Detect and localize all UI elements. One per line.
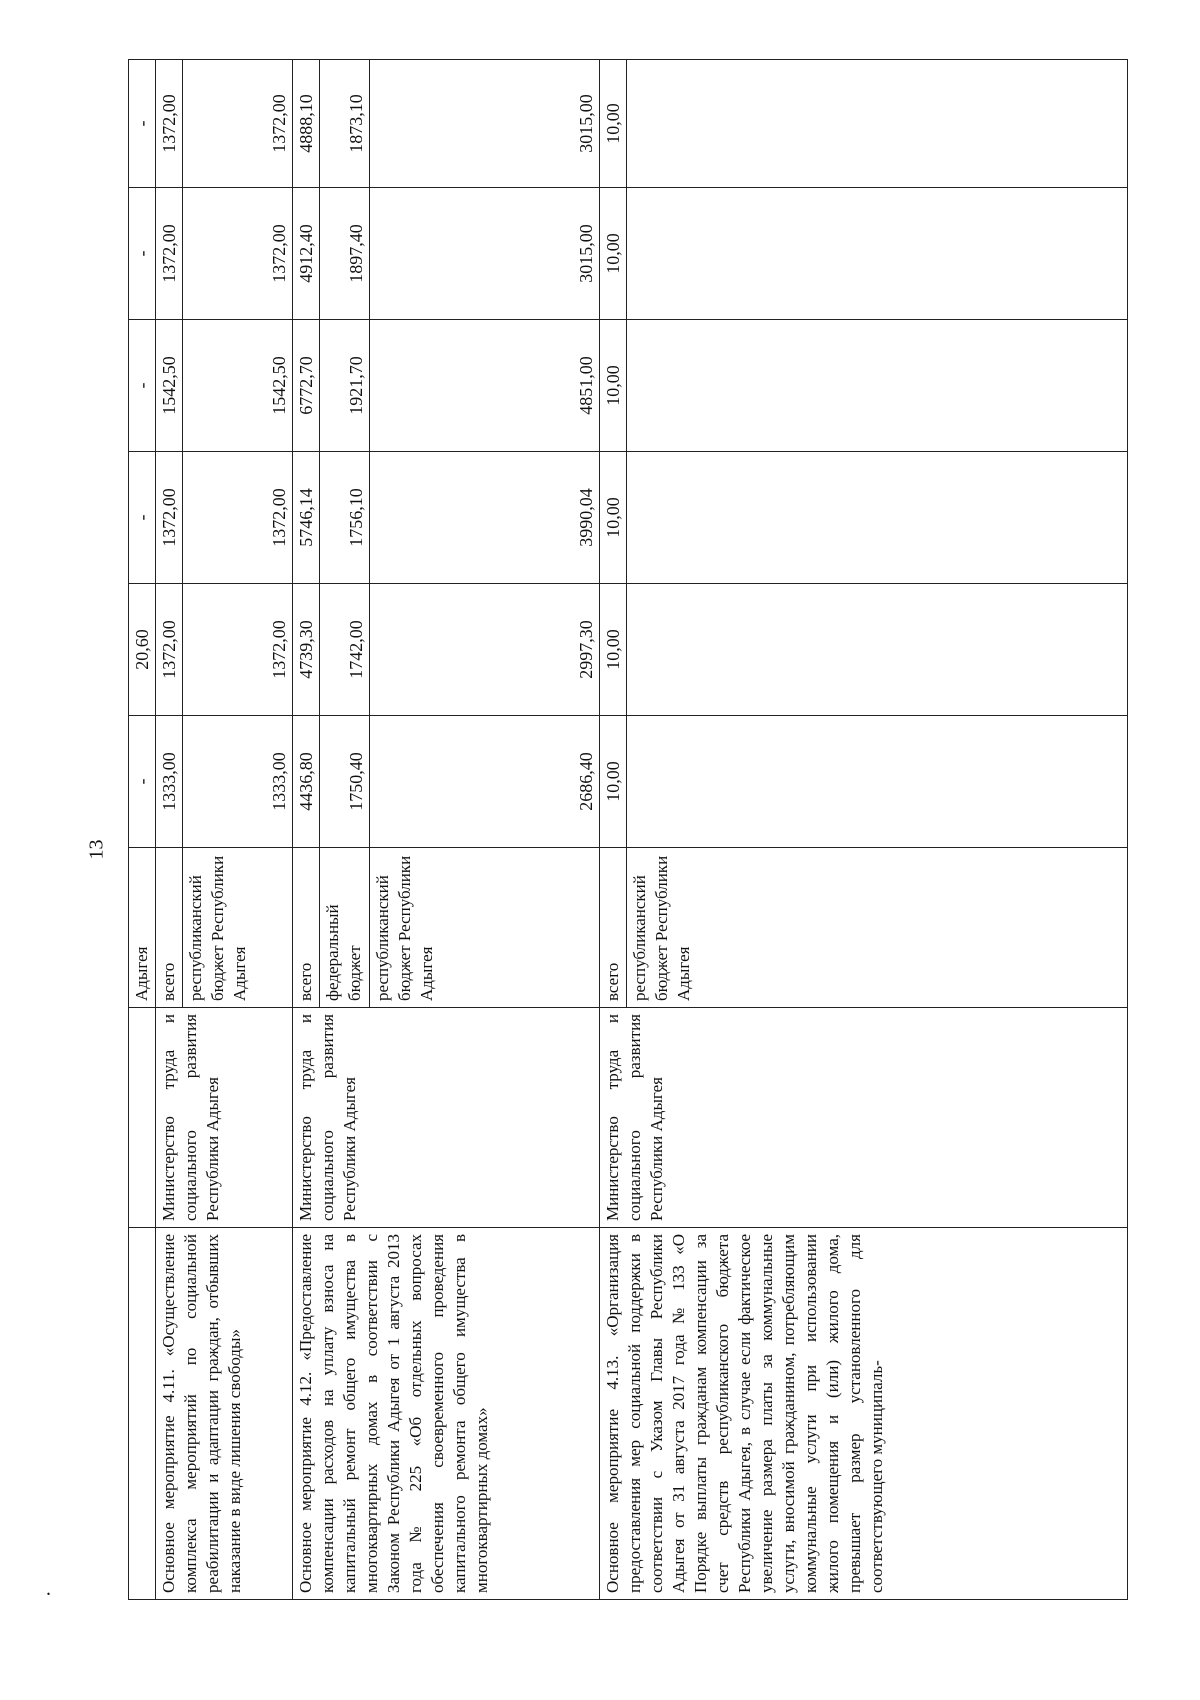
cell-value: -	[129, 60, 156, 188]
cell-executor-empty	[129, 1008, 156, 1228]
cell-value	[627, 60, 1128, 188]
cell-value: 1333,00	[156, 716, 183, 848]
cell-value	[627, 716, 1128, 848]
cell-value: 1921,70	[320, 320, 370, 452]
cell-value: 5746,14	[293, 452, 320, 584]
cell-value: 1372,00	[156, 188, 183, 320]
cell-value: 10,00	[600, 584, 627, 716]
cell-value: 1897,40	[320, 188, 370, 320]
cell-value: 10,00	[600, 452, 627, 584]
cell-source: федеральный бюджет	[320, 848, 370, 1008]
cell-value: 10,00	[600, 188, 627, 320]
cell-value: 3015,00	[370, 188, 600, 320]
cell-value: 1873,10	[320, 60, 370, 188]
cell-description-empty	[129, 1228, 156, 1600]
cell-value: 4888,10	[293, 60, 320, 188]
table-row	[129, 60, 156, 1600]
cell-value: 1742,00	[320, 584, 370, 716]
table-row	[293, 60, 320, 1600]
cell-value: 1372,00	[156, 452, 183, 584]
page-number: 13	[85, 839, 108, 860]
cell-description: Основное мероприятие 4.13. «Организация предоставления мер социальной поддержки в соответствии с Указом Главы Республики Адыгея от 31 августа 2017 года № 133 «О Порядке выплаты гражданам компенсации за счет средств республиканского бюджета Республики Адыгея, в случае если фактическое увеличение размера платы за коммунальные услуги, вносимой гражданином, потребляющим коммунальные услуги при использовании жилого помещения и (или) жилого дома, превышает размер установленного для соответствующего муниципаль-	[600, 1228, 1128, 1600]
cell-value: 1756,10	[320, 452, 370, 584]
table-row	[156, 60, 183, 1600]
cell-value: 1372,00	[183, 60, 293, 188]
cell-value: 10,00	[600, 320, 627, 452]
cell-value: -	[129, 716, 156, 848]
cell-value: 3990,04	[370, 452, 600, 584]
cell-value: 1333,00	[183, 716, 293, 848]
cell-executor: Министерство труда и социального развития Республики Адыгея	[293, 1008, 600, 1228]
cell-value: -	[129, 320, 156, 452]
cell-value: 1372,00	[156, 60, 183, 188]
cell-value: 4436,80	[293, 716, 320, 848]
cell-description: Основное мероприятие 4.11. «Осуществление комплекса мероприятий по социальной реабилитации и адаптации граждан, отбывших наказание в виде лишения свободы»	[156, 1228, 293, 1600]
cell-value	[627, 452, 1128, 584]
cell-value: 10,00	[600, 60, 627, 188]
cell-value: 2686,40	[370, 716, 600, 848]
cell-value: 1372,00	[183, 188, 293, 320]
cell-value: 4851,00	[370, 320, 600, 452]
cell-value: -	[129, 452, 156, 584]
table-row	[600, 60, 627, 1600]
cell-source: республиканский бюджет Республики Адыгея	[627, 848, 1128, 1008]
cell-value	[627, 584, 1128, 716]
cell-executor: Министерство труда и социального развития Республики Адыгея	[156, 1008, 293, 1228]
rotated-table-container	[128, 60, 1128, 1600]
cell-source: всего	[156, 848, 183, 1008]
cell-value: 2997,30	[370, 584, 600, 716]
cell-value: -	[129, 188, 156, 320]
cell-value: 4912,40	[293, 188, 320, 320]
cell-executor: Министерство труда и социального развития Республики Адыгея	[600, 1008, 1128, 1228]
cell-source: республиканский бюджет Республики Адыгея	[370, 848, 600, 1008]
cell-value: 10,00	[600, 716, 627, 848]
cell-source: Адыгея	[129, 848, 156, 1008]
cell-source: всего	[600, 848, 627, 1008]
cell-value: 1372,00	[183, 584, 293, 716]
cell-value	[627, 188, 1128, 320]
cell-value: 1750,40	[320, 716, 370, 848]
cell-source: всего	[293, 848, 320, 1008]
cell-value: 1542,50	[183, 320, 293, 452]
cell-description: Основное мероприятие 4.12. «Предоставление компенсации расходов на уплату взноса на капитальный ремонт общего имущества в многоквартирных домах в соответствии с Законом Республики Адыгея от 1 августа 2013 года № 225 «Об отдельных вопросах обеспечения своевременного проведения капитального ремонта общего имущества в многоквартирных домах»	[293, 1228, 600, 1600]
program-budget-table	[128, 59, 1128, 1600]
cell-value: 3015,00	[370, 60, 600, 188]
cell-value: 1542,50	[156, 320, 183, 452]
cell-value: 20,60	[129, 584, 156, 716]
cell-value: 1372,00	[183, 452, 293, 584]
cell-value: 4739,30	[293, 584, 320, 716]
cell-value: 6772,70	[293, 320, 320, 452]
cell-value: 1372,00	[156, 584, 183, 716]
cell-value	[627, 320, 1128, 452]
cell-source: республиканский бюджет Республики Адыгея	[183, 848, 293, 1008]
stray-mark: .	[46, 1578, 51, 1600]
